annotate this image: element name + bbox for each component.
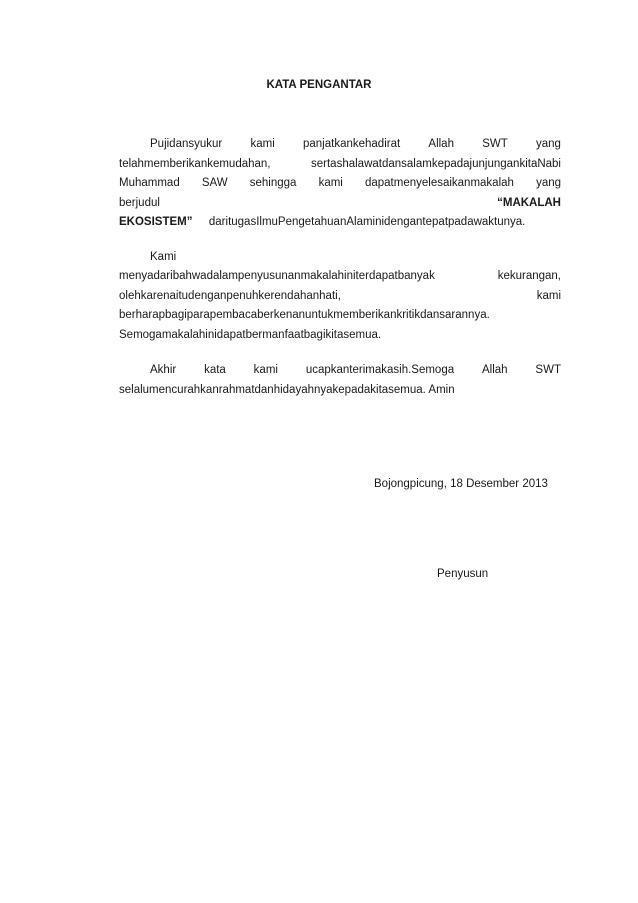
- word: sertashalawatdansalamkepadajunjungankitaNabi: [311, 158, 561, 170]
- word: telahmemberikankemudahan,: [119, 158, 271, 170]
- word: ucapkanterimakasih.Semoga: [305, 364, 455, 376]
- word-bold: EKOSISTEM”: [119, 216, 193, 228]
- signature-label: Penyusun: [437, 568, 489, 580]
- word: kami: [318, 177, 343, 189]
- word: olehkarenaitudenganpenuhkerendahanhati,: [119, 290, 341, 302]
- word: kami: [253, 364, 278, 376]
- para2-line2: [119, 268, 561, 284]
- word: SAW: [201, 177, 228, 189]
- para2-line4: [119, 307, 561, 323]
- text-run: daritugasIlmuPengetahuanAlaminidengantepatpadawaktunya.: [208, 216, 526, 228]
- word: Kami: [150, 251, 177, 263]
- para2-line3: [119, 288, 561, 304]
- para1-line5: [119, 214, 561, 230]
- page-title: KATA PENGANTAR: [266, 79, 372, 91]
- word: menyadaribahwadalampenyusunanmakalahiniterdapatbanyak: [119, 270, 435, 282]
- word: yang: [536, 177, 561, 189]
- word: Pujidansyukur: [150, 138, 223, 150]
- word-bold: “MAKALAH: [497, 197, 561, 209]
- word: Allah: [481, 364, 508, 376]
- word: SWT: [482, 138, 508, 150]
- para1-line4: [119, 195, 561, 211]
- place-date: Bojongpicung, 18 Desember 2013: [374, 478, 548, 490]
- word: kami: [250, 138, 275, 150]
- word: kami: [536, 290, 561, 302]
- word: Allah: [428, 138, 454, 150]
- text-run: selalumencurahkanrahmatdanhidayahnyakepadakitasemua. Amin: [119, 384, 455, 396]
- para3-line2: [119, 382, 561, 398]
- word: kekurangan,: [497, 270, 561, 282]
- word: kata: [204, 364, 226, 376]
- word: berjudul: [119, 197, 160, 209]
- text-run: berharapbagiparapembacaberkenanuntukmemberikankritikdansarannya.: [119, 309, 490, 321]
- word: Akhir: [150, 364, 177, 376]
- para1-line3: [119, 175, 561, 191]
- para2-line5: [119, 327, 561, 343]
- word: Muhammad: [119, 177, 180, 189]
- word: SWT: [535, 364, 561, 376]
- word: sehingga: [249, 177, 297, 189]
- word: dapatmenyelesaikanmakalah: [364, 177, 514, 189]
- para2-line1: [119, 249, 561, 265]
- para1-line1: [119, 136, 561, 152]
- word: panjatkankehadirat: [302, 138, 401, 150]
- para3-line1: [119, 362, 561, 378]
- text-run: Semogamakalahinidapatbermanfaatbagikitasemua.: [119, 329, 382, 341]
- word: yang: [536, 138, 561, 150]
- para1-line2: [119, 156, 561, 172]
